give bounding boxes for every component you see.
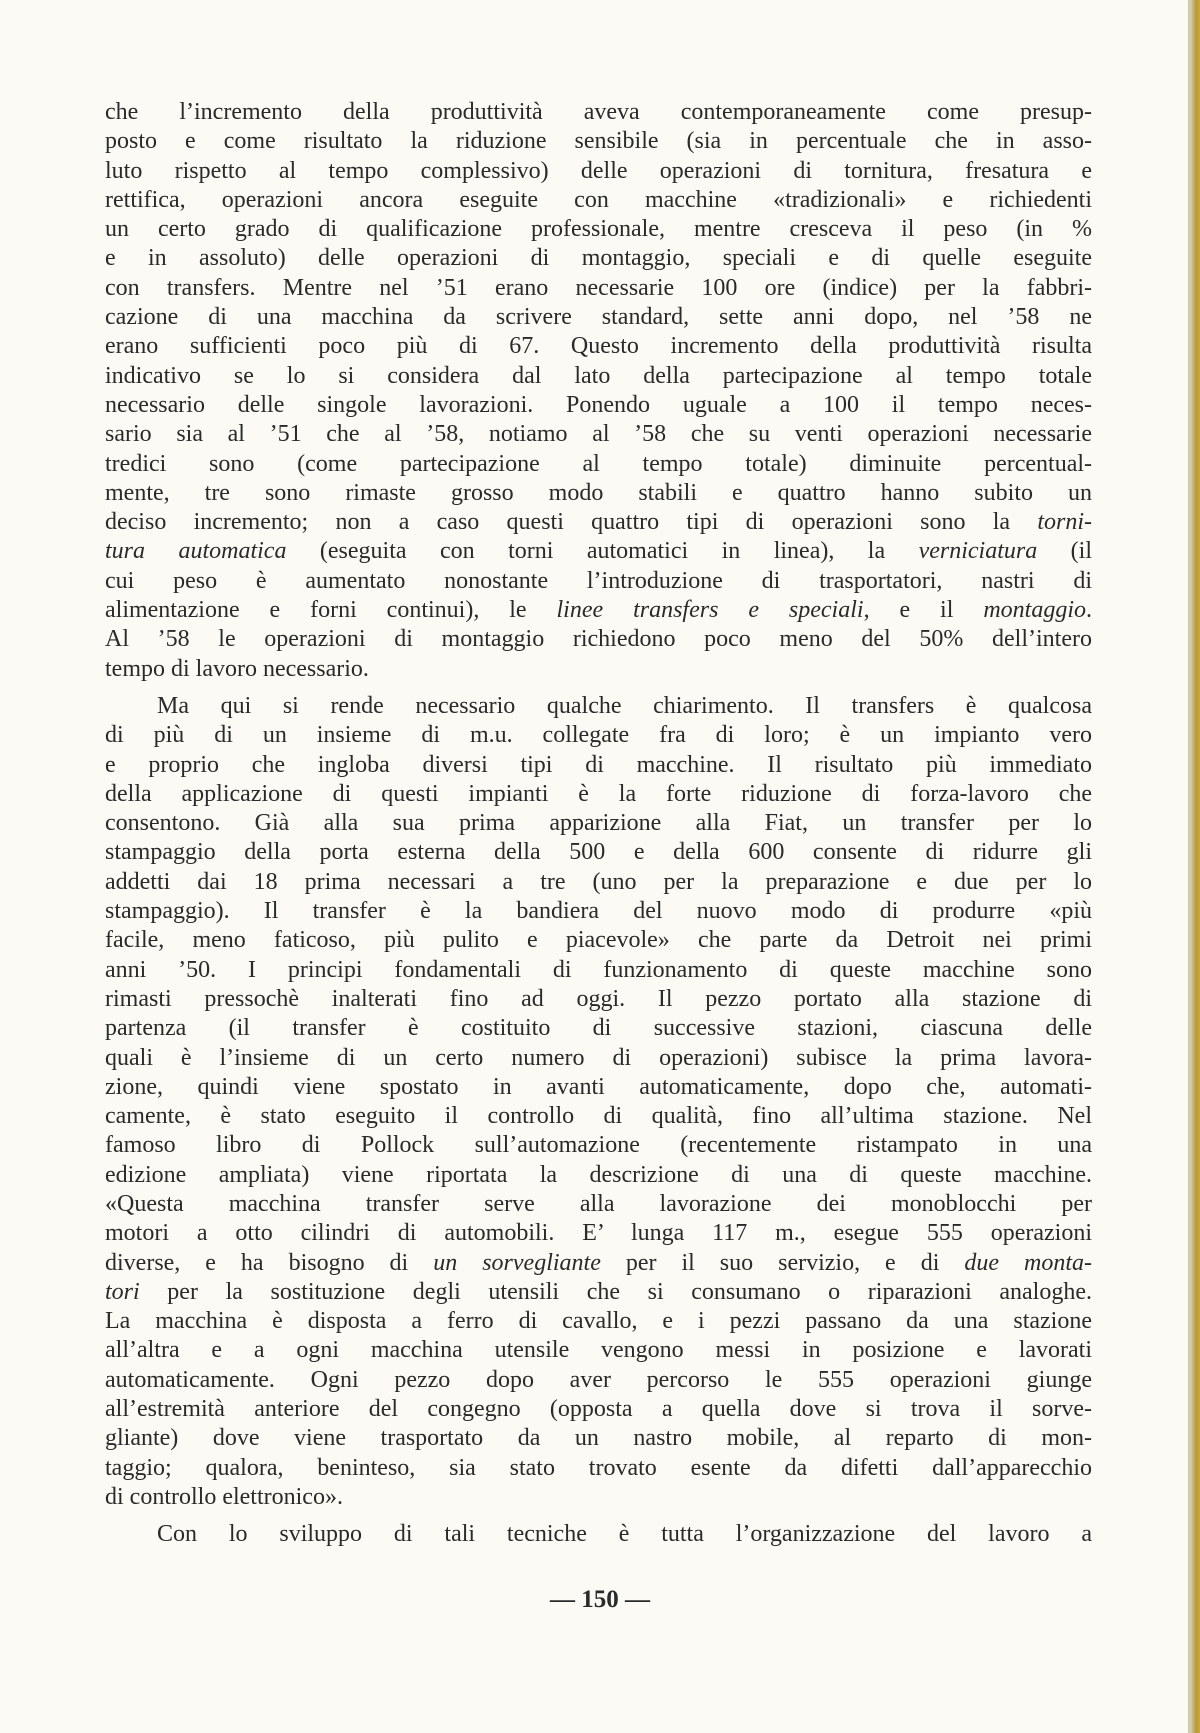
text-line: partenza (il transfer è costituito di successive stazioni, ciascuna delle xyxy=(105,1015,1092,1042)
text-line: mente, tre sono rimaste grosso modo stabili e quattro hanno subito un xyxy=(105,479,1092,506)
text-line: Ma qui si rende necessario qualche chiarimento. Il transfers è qualcosa xyxy=(157,692,1092,719)
text-line: La macchina è disposta a ferro di cavallo, e i pezzi passano da una stazione xyxy=(105,1308,1092,1335)
text-line: stampaggio della porta esterna della 500 e della 600 consente di ridurre gli xyxy=(105,839,1092,866)
text-line: edizione ampliata) viene riportata la descrizione di una di queste macchine. xyxy=(105,1161,1092,1188)
text-line: rettifica, operazioni ancora eseguite con macchine «tradizionali» e richiedenti xyxy=(105,186,1092,213)
text-line: Con lo sviluppo di tali tecniche è tutta l’organizzazione del lavoro a xyxy=(157,1521,1092,1548)
text-line: alimentazione e forni continui), le linee transfers e speciali, e il montaggio. xyxy=(105,597,1092,624)
text-line: famoso libro di Pollock sull’automazione (recentemente ristampato in una xyxy=(105,1132,1092,1159)
text-line: taggio; qualora, beninteso, sia stato trovato esente da difetti dall’apparecchio xyxy=(105,1454,1092,1481)
text-line: addetti dai 18 prima necessari a tre (uno per la preparazione e due per lo xyxy=(105,868,1092,895)
page-number: — 150 — xyxy=(550,1586,650,1613)
text-line: automaticamente. Ogni pezzo dopo aver percorso le 555 operazioni giunge xyxy=(105,1366,1092,1393)
text-line: di controllo elettronico». xyxy=(105,1483,343,1510)
text-line: motori a otto cilindri di automobili. E’ lunga 117 m., esegue 555 operazioni xyxy=(105,1220,1092,1247)
text-line: tori per la sostituzione degli utensili che si consumano o riparazioni analoghe. xyxy=(105,1278,1092,1305)
text-line: anni ’50. I principi fondamentali di funzionamento di queste macchine sono xyxy=(105,956,1092,983)
text-line: gliante) dove viene trasportato da un nastro mobile, al reparto di mon- xyxy=(105,1425,1092,1452)
paragraph-gap xyxy=(105,684,1092,692)
text-line: posto e come risultato la riduzione sensibile (sia in percentuale che in asso- xyxy=(105,128,1092,155)
text-line: e proprio che ingloba diversi tipi di macchine. Il risultato più immediato xyxy=(105,751,1092,778)
paragraph-gap xyxy=(105,1512,1092,1520)
body-text xyxy=(105,98,1092,1550)
text-line: tredici sono (come partecipazione al tempo totale) diminuite percentual- xyxy=(105,450,1092,477)
text-line: della applicazione di questi impianti è la forte riduzione di forza-lavoro che xyxy=(105,780,1092,807)
text-line: all’estremità anteriore del congegno (opposta a quella dove si trova il sorve- xyxy=(105,1396,1092,1423)
text-line: «Questa macchina transfer serve alla lavorazione dei monoblocchi per xyxy=(105,1190,1092,1217)
text-line: che l’incremento della produttività aveva contemporaneamente come presup- xyxy=(105,99,1092,125)
text-line: sario sia al ’51 che al ’58, notiamo al ’58 che su venti operazioni necessarie xyxy=(105,421,1092,448)
text-line: di più di un insieme di m.u. collegate fra di loro; è un impianto vero xyxy=(105,722,1092,749)
text-line: Al ’58 le operazioni di montaggio richiedono poco meno del 50% dell’intero xyxy=(105,626,1092,653)
text-line: cazione di una macchina da scrivere standard, sette anni dopo, nel ’58 ne xyxy=(105,304,1092,331)
text-line: erano sufficienti poco più di 67. Questo incremento della produttività risulta xyxy=(105,333,1092,360)
page-edge xyxy=(1190,0,1200,1733)
text-line: luto rispetto al tempo complessivo) delle operazioni di tornitura, fresatura e xyxy=(105,157,1092,184)
text-line: tempo di lavoro necessario. xyxy=(105,655,369,682)
text-line: camente, è stato eseguito il controllo di qualità, fino all’ultima stazione. Nel xyxy=(105,1103,1092,1130)
text-line: necessario delle singole lavorazioni. Ponendo uguale a 100 il tempo neces- xyxy=(105,391,1092,418)
text-line: quali è l’insieme di un certo numero di operazioni) subisce la prima lavora- xyxy=(105,1044,1092,1071)
text-line: stampaggio). Il transfer è la bandiera del nuovo modo di produrre «più xyxy=(105,898,1092,925)
text-line: deciso incremento; non a caso questi quattro tipi di operazioni sono la torni- xyxy=(105,509,1092,536)
text-line: consentono. Già alla sua prima apparizione alla Fiat, un transfer per lo xyxy=(105,810,1092,837)
text-line: tura automatica (eseguita con torni automatici in linea), la verniciatura (il xyxy=(105,538,1092,565)
text-line: all’altra e a ogni macchina utensile vengono messi in posizione e lavorati xyxy=(105,1337,1092,1364)
text-line: un certo grado di qualificazione professionale, mentre cresceva il peso (in % xyxy=(105,216,1092,243)
text-line: diverse, e ha bisogno di un sorvegliante per il suo servizio, e di due monta- xyxy=(105,1249,1092,1276)
text-line: e in assoluto) delle operazioni di montaggio, speciali e di quelle eseguite xyxy=(105,245,1092,272)
text-line: rimasti pressochè inalterati fino ad oggi. Il pezzo portato alla stazione di xyxy=(105,985,1092,1012)
text-line: cui peso è aumentato nonostante l’introduzione di trasportatori, nastri di xyxy=(105,567,1092,594)
text-line: con transfers. Mentre nel ’51 erano necessarie 100 ore (indice) per la fabbri- xyxy=(105,274,1092,301)
text-line: indicativo se lo si considera dal lato della partecipazione al tempo totale xyxy=(105,362,1092,389)
text-line: zione, quindi viene spostato in avanti automaticamente, dopo che, automati- xyxy=(105,1073,1092,1100)
text-line: facile, meno faticoso, più pulito e piacevole» che parte da Detroit nei primi xyxy=(105,927,1092,954)
